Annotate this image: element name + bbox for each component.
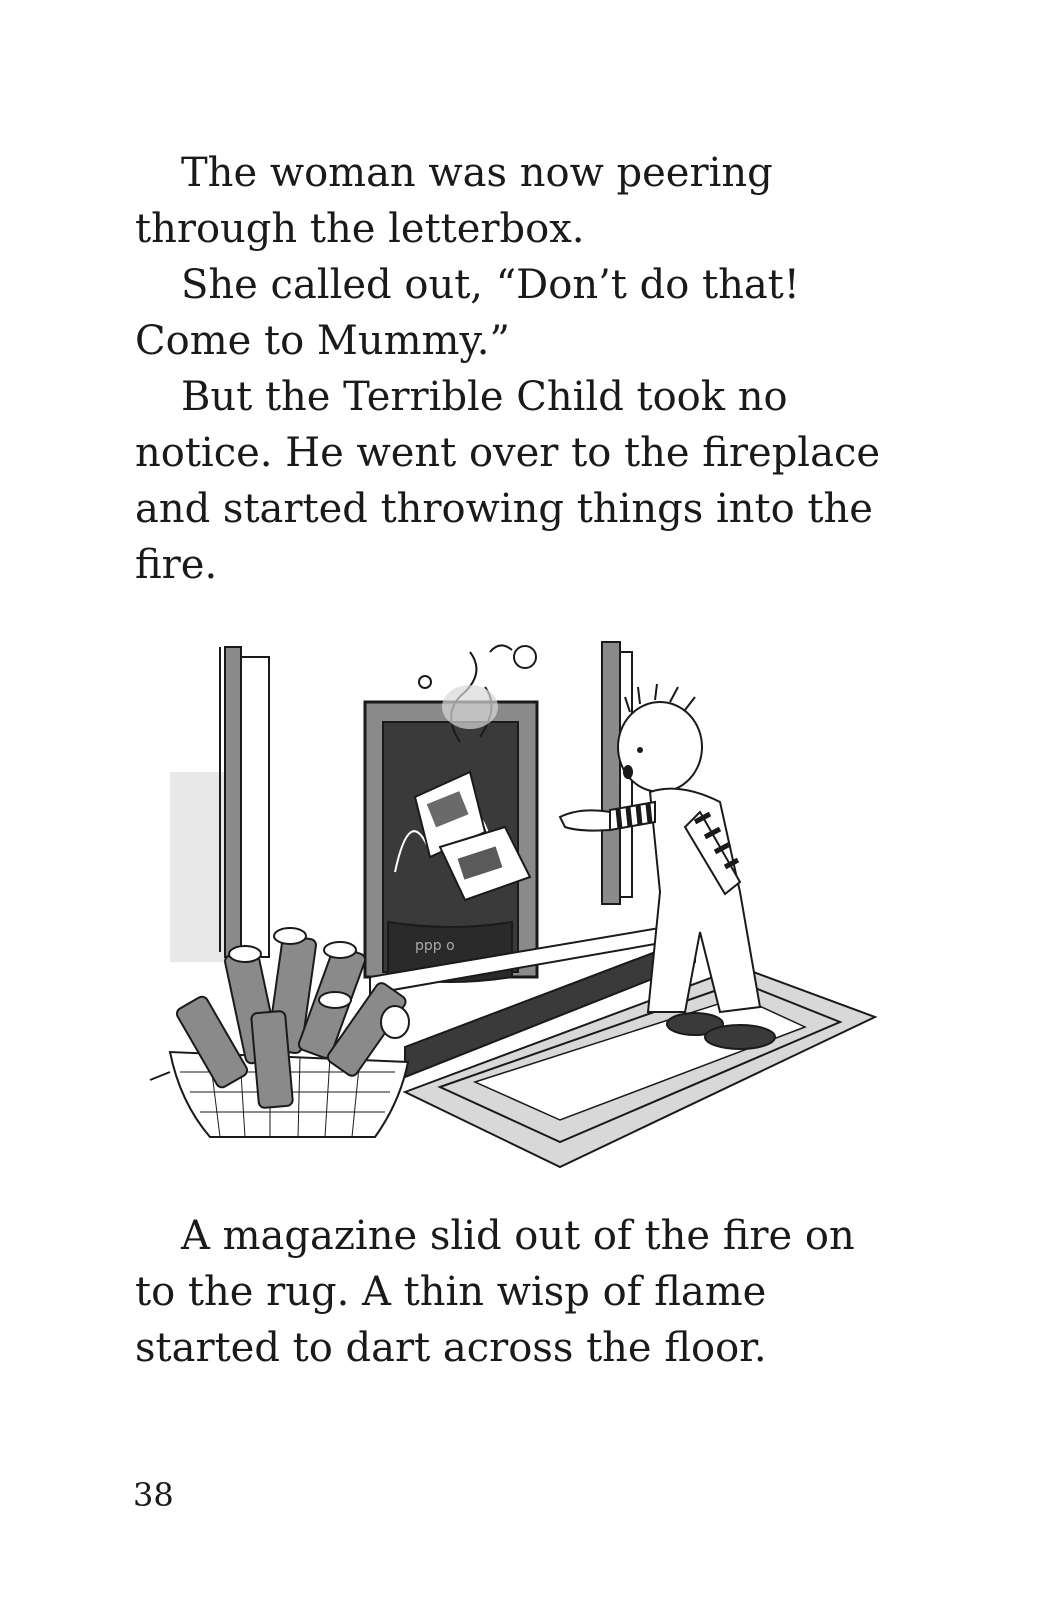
- fireplace-illustration: [140, 632, 880, 1172]
- floor-line: [150, 1072, 170, 1080]
- svg-text:ppp o: ppp o: [415, 938, 455, 954]
- paragraph: The woman was now peering through the letterbox.: [135, 150, 773, 252]
- text-block-top: [135, 145, 905, 593]
- text-block-bottom: [135, 1208, 905, 1376]
- left-pillar: [220, 647, 269, 957]
- page-number: 38: [133, 1476, 174, 1514]
- paragraph: But the Terrible Child took no notice. He went over to the fireplace and started throwing things into the fire.: [135, 374, 881, 588]
- rug: [405, 967, 875, 1167]
- paragraph: A magazine slid out of the fire on to the rug. A thin wisp of flame started to dart across the floor.: [135, 1213, 855, 1371]
- paragraph: She called out, “Don’t do that! Come to Mummy.”: [135, 262, 800, 364]
- wall-shadow: [170, 772, 225, 962]
